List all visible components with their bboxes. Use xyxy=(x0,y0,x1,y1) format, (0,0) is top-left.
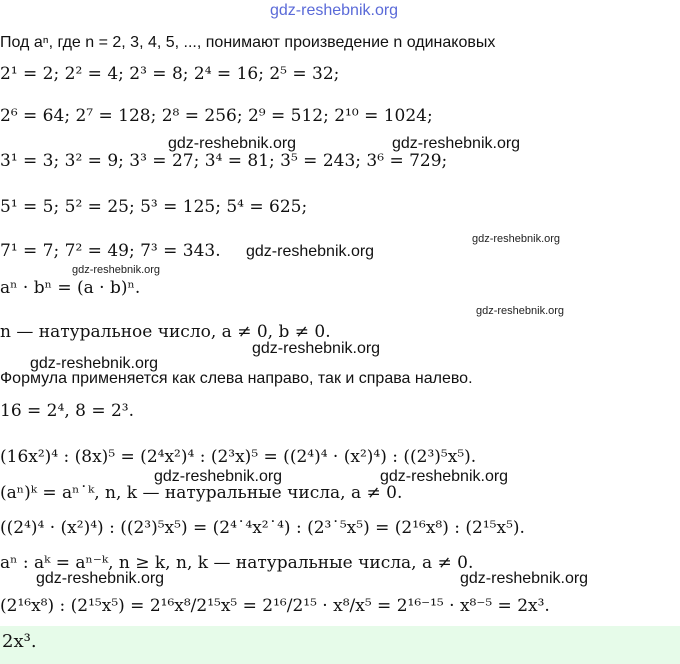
step-3: (2¹⁶x⁸) : (2¹⁵x⁵) = 2¹⁶x⁸/2¹⁵x⁵ = 2¹⁶/2¹⁵ · x⁸/x⁵ = 2¹⁶⁻¹⁵ · x⁸⁻⁵ = 2x³. xyxy=(0,596,550,616)
watermark-top: gdz-reshebnik.org xyxy=(270,2,399,19)
answer-text: 2x³. xyxy=(2,631,37,652)
natural-condition: n — натуральное число, a ≠ 0, b ≠ 0. xyxy=(0,322,331,342)
step-2: ((2⁴)⁴ · (x²)⁴) : ((2³)⁵x⁵) = (2⁴˙⁴x²˙⁴) : (2³˙⁵x⁵) = (2¹⁶x⁸) : (2¹⁵x⁵). xyxy=(0,518,525,538)
powers-of-2-line-1: 2¹ = 2; 2² = 4; 2³ = 8; 2⁴ = 16; 2⁵ = 32; xyxy=(0,64,340,84)
watermark: gdz-reshebnik.org xyxy=(168,135,297,152)
formula-note: Формула применяется как слева направо, так и справа налево. xyxy=(0,370,473,387)
powers-of-7: 7¹ = 7; 7² = 49; 7³ = 343. xyxy=(0,241,221,261)
watermark: gdz-reshebnik.org xyxy=(154,468,283,485)
watermark: gdz-reshebnik.org xyxy=(30,355,159,372)
watermark: gdz-reshebnik.org xyxy=(460,570,589,587)
watermark: gdz-reshebnik.org xyxy=(476,305,565,317)
powers-of-2-line-2: 2⁶ = 64; 2⁷ = 128; 2⁸ = 256; 2⁹ = 512; 2¹⁰ = 1024; xyxy=(0,106,433,126)
step-1: (16x²)⁴ : (8x)⁵ = (2⁴x²)⁴ : (2³x)⁵ = ((2⁴)⁴ · (x²)⁴) : ((2³)⁵x⁵). xyxy=(0,447,477,467)
answer-panel xyxy=(0,626,680,664)
quotient-rule: aⁿ : aᵏ = aⁿ⁻ᵏ, n ≥ k, n, k — натуральные числа, a ≠ 0. xyxy=(0,553,474,573)
intro-text: Под aⁿ, где n = 2, 3, 4, 5, ..., понимают произведение n одинаковых xyxy=(0,34,496,51)
watermark: gdz-reshebnik.org xyxy=(380,468,509,485)
watermark: gdz-reshebnik.org xyxy=(246,243,375,260)
watermark: gdz-reshebnik.org xyxy=(72,264,161,276)
product-property: aⁿ · bⁿ = (a · b)ⁿ. xyxy=(0,278,141,298)
decomposition: 16 = 2⁴, 8 = 2³. xyxy=(0,401,135,421)
powers-of-5: 5¹ = 5; 5² = 25; 5³ = 125; 5⁴ = 625; xyxy=(0,197,308,217)
watermark: gdz-reshebnik.org xyxy=(472,233,561,245)
watermark: gdz-reshebnik.org xyxy=(252,340,381,357)
watermark: gdz-reshebnik.org xyxy=(392,135,521,152)
power-rule: (aⁿ)ᵏ = aⁿ˙ᵏ, n, k — натуральные числа, a ≠ 0. xyxy=(0,483,403,503)
watermark: gdz-reshebnik.org xyxy=(36,570,165,587)
powers-of-3: 3¹ = 3; 3² = 9; 3³ = 27; 3⁴ = 81; 3⁵ = 243; 3⁶ = 729; xyxy=(0,151,448,171)
